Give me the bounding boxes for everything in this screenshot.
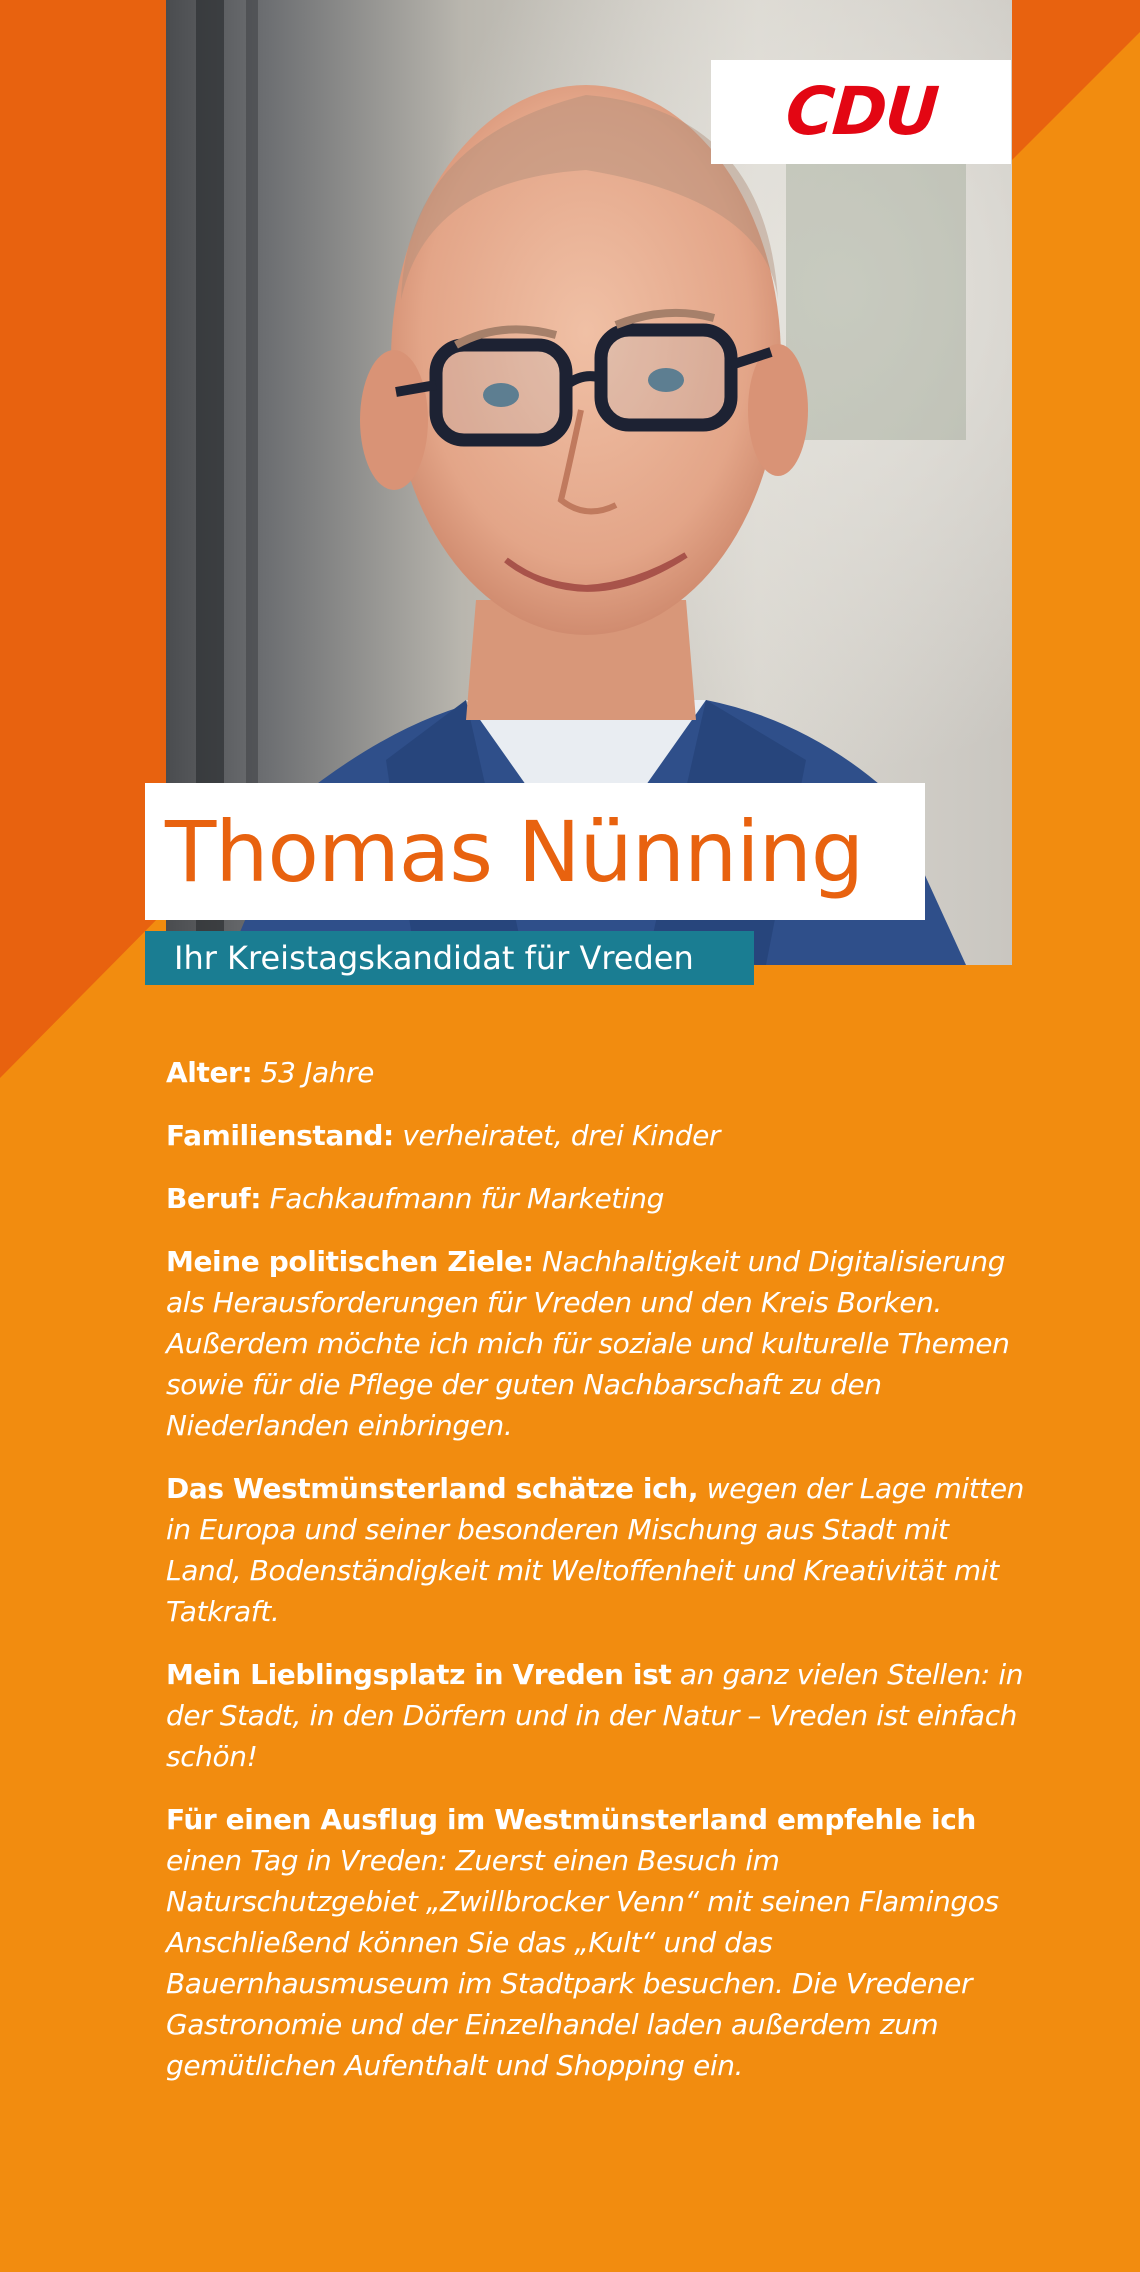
cdu-logo bbox=[711, 60, 1011, 164]
candidate-name-box bbox=[145, 783, 925, 920]
profile-item-familienstand bbox=[166, 1115, 1026, 1156]
profile-value: wegen der Lage mitten in Europa und seiner besonderen Mischung aus Stadt mit Land, Bodenständigkeit mit Weltoffenheit und Kreativität mit Tatkraft. bbox=[166, 1472, 1025, 1628]
profile-item-politische-ziele bbox=[166, 1241, 1026, 1446]
candidate-subtitle: Ihr Kreistagskandidat für Vreden bbox=[174, 939, 694, 977]
profile-value: 53 Jahre bbox=[260, 1056, 374, 1089]
profile-section bbox=[166, 1052, 1026, 2108]
profile-value: einen Tag in Vreden: Zuerst einen Besuch im Naturschutzgebiet „Zwillbrocker Venn“ mit seinen Flamingos Anschließend können Sie das „Kult“ und das Bauernhausmuseum im Stadtpark besuchen. Die Vredener Gastronomie und der Einzelhandel laden außerdem zum gemütlichen Aufenthalt und Shopping ein. bbox=[166, 1844, 999, 2082]
cdu-logo-text: CDU bbox=[782, 73, 940, 150]
profile-value: verheiratet, drei Kinder bbox=[402, 1119, 721, 1152]
profile-item-beruf bbox=[166, 1178, 1026, 1219]
profile-label: Familienstand: bbox=[166, 1119, 394, 1152]
profile-item-alter bbox=[166, 1052, 1026, 1093]
profile-value: Fachkaufmann für Marketing bbox=[269, 1182, 664, 1215]
profile-value: Nachhaltigkeit und Digitalisierung als Herausforderungen für Vreden und den Kreis Borken. Außerdem möchte ich mich für soziale und kulturelle Themen sowie für die Pflege der guten Nachbarschaft zu den Niederlanden einbringen. bbox=[166, 1245, 1010, 1442]
profile-label: Für einen Ausflug im Westmünsterland empfehle ich bbox=[166, 1803, 976, 1836]
candidate-subtitle-box bbox=[145, 931, 754, 985]
profile-label: Alter: bbox=[166, 1056, 253, 1089]
profile-item-westmuensterland bbox=[166, 1468, 1026, 1632]
profile-item-lieblingsplatz bbox=[166, 1654, 1026, 1777]
profile-item-ausflug bbox=[166, 1799, 1026, 2086]
candidate-name: Thomas Nünning bbox=[165, 802, 864, 901]
profile-value: an ganz vielen Stellen: in der Stadt, in den Dörfern und in der Natur – Vreden ist einfach schön! bbox=[166, 1658, 1024, 1773]
profile-label: Meine politischen Ziele: bbox=[166, 1245, 534, 1278]
profile-label: Mein Lieblingsplatz in Vreden ist bbox=[166, 1658, 672, 1691]
profile-label: Das Westmünsterland schätze ich, bbox=[166, 1472, 699, 1505]
profile-label: Beruf: bbox=[166, 1182, 262, 1215]
